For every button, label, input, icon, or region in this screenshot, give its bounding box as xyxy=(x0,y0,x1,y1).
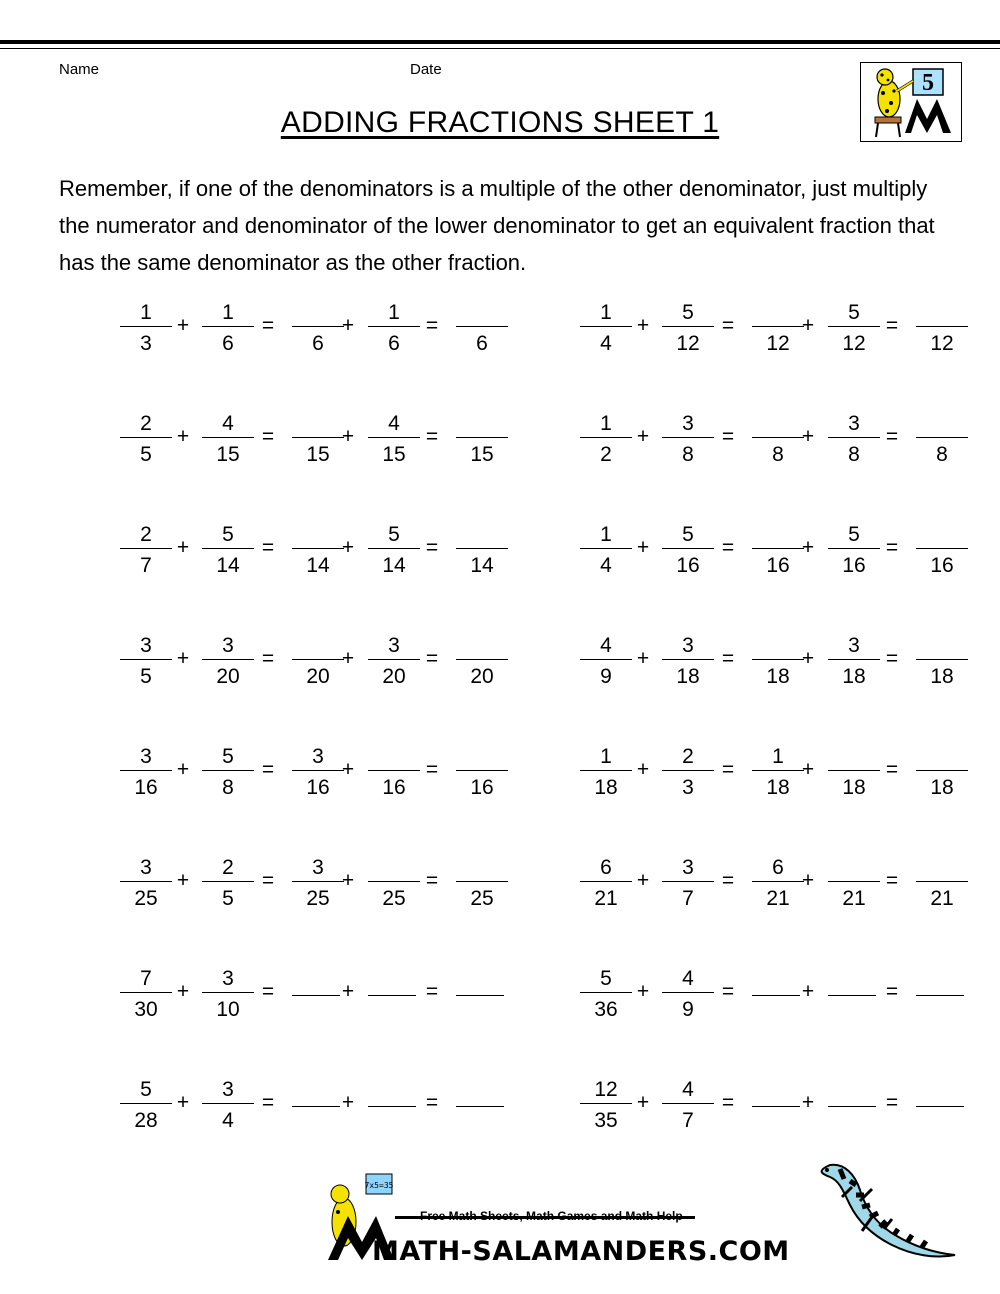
numerator: 5 xyxy=(682,301,694,324)
fraction xyxy=(580,1077,632,1134)
fraction xyxy=(292,855,344,912)
fraction xyxy=(368,522,420,579)
plus-sign: + xyxy=(341,425,355,448)
denominator: 12 xyxy=(842,332,866,355)
fraction xyxy=(580,633,632,690)
plus-sign: + xyxy=(801,314,815,337)
numerator: 2 xyxy=(222,856,234,879)
denominator: 16 xyxy=(306,776,330,799)
numerator-blank[interactable] xyxy=(916,411,968,437)
denominator: 7 xyxy=(682,887,694,910)
equals-sign: = xyxy=(885,758,899,781)
fraction[interactable] xyxy=(916,744,968,801)
numerator: 1 xyxy=(140,301,152,324)
equals-sign: = xyxy=(425,869,439,892)
equals-sign: = xyxy=(885,647,899,670)
denominator: 8 xyxy=(682,443,694,466)
fraction xyxy=(202,633,254,690)
plus-sign: + xyxy=(636,869,650,892)
equals-sign: = xyxy=(425,980,439,1003)
plus-sign: + xyxy=(636,647,650,670)
denominator: 7 xyxy=(682,1109,694,1132)
denominator: 6 xyxy=(222,332,234,355)
plus-sign: + xyxy=(801,869,815,892)
numerator-blank[interactable] xyxy=(456,522,508,548)
numerator: 1 xyxy=(222,301,234,324)
fraction xyxy=(202,411,254,468)
equals-sign: = xyxy=(425,314,439,337)
fraction xyxy=(202,744,254,801)
fraction xyxy=(120,411,172,468)
fraction[interactable] xyxy=(752,300,804,357)
fraction[interactable] xyxy=(916,633,968,690)
fraction xyxy=(292,744,344,801)
fraction[interactable] xyxy=(456,300,508,357)
denominator: 20 xyxy=(216,665,240,688)
grade-number: 5 xyxy=(922,70,934,96)
fraction[interactable] xyxy=(828,855,880,912)
numerator: 5 xyxy=(600,967,612,990)
numerator: 4 xyxy=(222,412,234,435)
denominator: 14 xyxy=(306,554,330,577)
numerator-blank[interactable] xyxy=(916,855,968,881)
numerator: 2 xyxy=(140,523,152,546)
fraction xyxy=(662,300,714,357)
denominator: 25 xyxy=(306,887,330,910)
fraction xyxy=(120,300,172,357)
plus-sign: + xyxy=(636,980,650,1003)
fraction[interactable] xyxy=(828,744,880,801)
numerator: 3 xyxy=(848,412,860,435)
fraction xyxy=(202,1077,254,1134)
plus-sign: + xyxy=(636,425,650,448)
denominator: 18 xyxy=(766,776,790,799)
denominator: 8 xyxy=(936,443,948,466)
fraction[interactable] xyxy=(456,855,508,912)
numerator: 3 xyxy=(222,967,234,990)
equals-sign: = xyxy=(721,758,735,781)
numerator: 12 xyxy=(594,1078,618,1101)
numerator: 5 xyxy=(140,1078,152,1101)
numerator-blank[interactable] xyxy=(368,744,420,770)
numerator: 3 xyxy=(682,634,694,657)
equals-sign: = xyxy=(721,425,735,448)
numerator: 5 xyxy=(848,523,860,546)
denominator: 18 xyxy=(766,665,790,688)
numerator-blank[interactable] xyxy=(292,300,344,326)
denominator: 18 xyxy=(930,776,954,799)
denominator: 15 xyxy=(470,443,494,466)
denominator: 18 xyxy=(676,665,700,688)
equals-sign: = xyxy=(885,314,899,337)
numerator-blank[interactable] xyxy=(292,522,344,548)
answer-blank[interactable] xyxy=(292,1106,340,1107)
fraction xyxy=(580,966,632,1023)
answer-blank[interactable] xyxy=(828,995,876,996)
denominator: 5 xyxy=(140,443,152,466)
fraction[interactable] xyxy=(456,411,508,468)
fraction[interactable] xyxy=(916,855,968,912)
fraction xyxy=(752,744,804,801)
equals-sign: = xyxy=(261,1091,275,1114)
denominator: 21 xyxy=(594,887,618,910)
plus-sign: + xyxy=(801,647,815,670)
denominator: 16 xyxy=(134,776,158,799)
numerator-blank[interactable] xyxy=(752,522,804,548)
denominator: 25 xyxy=(382,887,406,910)
denominator: 21 xyxy=(930,887,954,910)
denominator: 16 xyxy=(382,776,406,799)
answer-blank[interactable] xyxy=(916,995,964,996)
denominator: 28 xyxy=(134,1109,158,1132)
numerator: 5 xyxy=(682,523,694,546)
denominator: 20 xyxy=(470,665,494,688)
denominator: 4 xyxy=(600,332,612,355)
plus-sign: + xyxy=(176,758,190,781)
numerator: 3 xyxy=(222,634,234,657)
denominator: 18 xyxy=(842,665,866,688)
denominator: 6 xyxy=(388,332,400,355)
plus-sign: + xyxy=(176,314,190,337)
fraction xyxy=(662,522,714,579)
numerator: 5 xyxy=(222,745,234,768)
numerator-blank[interactable] xyxy=(916,300,968,326)
footer-tagline: Free Math Sheets, Math Games and Math Help xyxy=(420,1209,683,1223)
numerator: 3 xyxy=(312,745,324,768)
denominator: 25 xyxy=(134,887,158,910)
equals-sign: = xyxy=(425,758,439,781)
answer-blank[interactable] xyxy=(916,1106,964,1107)
fraction xyxy=(662,633,714,690)
fraction[interactable] xyxy=(292,522,344,579)
fraction xyxy=(202,966,254,1023)
equals-sign: = xyxy=(425,647,439,670)
plus-sign: + xyxy=(801,758,815,781)
fraction xyxy=(120,633,172,690)
denominator: 12 xyxy=(676,332,700,355)
plus-sign: + xyxy=(341,869,355,892)
answer-blank[interactable] xyxy=(292,995,340,996)
numerator-blank[interactable] xyxy=(292,633,344,659)
denominator: 6 xyxy=(476,332,488,355)
numerator: 4 xyxy=(388,412,400,435)
numerator-blank[interactable] xyxy=(456,855,508,881)
denominator: 30 xyxy=(134,998,158,1021)
plus-sign: + xyxy=(176,536,190,559)
denominator: 14 xyxy=(470,554,494,577)
fraction[interactable] xyxy=(456,522,508,579)
plus-sign: + xyxy=(801,536,815,559)
fraction[interactable] xyxy=(752,522,804,579)
equals-sign: = xyxy=(885,536,899,559)
denominator: 16 xyxy=(470,776,494,799)
answer-blank[interactable] xyxy=(828,1106,876,1107)
numerator: 3 xyxy=(140,634,152,657)
numerator-blank[interactable] xyxy=(456,300,508,326)
numerator: 1 xyxy=(600,412,612,435)
plus-sign: + xyxy=(636,758,650,781)
denominator: 9 xyxy=(600,665,612,688)
fraction xyxy=(662,1077,714,1134)
fraction xyxy=(120,1077,172,1134)
plus-sign: + xyxy=(341,758,355,781)
denominator: 7 xyxy=(140,554,152,577)
answer-blank[interactable] xyxy=(456,995,504,996)
numerator: 4 xyxy=(600,634,612,657)
numerator: 1 xyxy=(600,301,612,324)
numerator-blank[interactable] xyxy=(456,744,508,770)
numerator-blank[interactable] xyxy=(916,522,968,548)
plus-sign: + xyxy=(636,536,650,559)
fraction[interactable] xyxy=(916,522,968,579)
numerator: 6 xyxy=(600,856,612,879)
fraction xyxy=(202,300,254,357)
denominator: 8 xyxy=(772,443,784,466)
equals-sign: = xyxy=(261,758,275,781)
numerator: 4 xyxy=(682,967,694,990)
equals-sign: = xyxy=(721,314,735,337)
equals-sign: = xyxy=(721,536,735,559)
denominator: 16 xyxy=(842,554,866,577)
numerator: 4 xyxy=(682,1078,694,1101)
fraction xyxy=(202,522,254,579)
numerator-blank[interactable] xyxy=(752,411,804,437)
equals-sign: = xyxy=(425,425,439,448)
numerator-blank[interactable] xyxy=(828,855,880,881)
denominator: 18 xyxy=(842,776,866,799)
page-title: ADDING FRACTIONS SHEET 1 xyxy=(280,106,720,139)
denominator: 16 xyxy=(766,554,790,577)
numerator-blank[interactable] xyxy=(368,855,420,881)
denominator: 18 xyxy=(930,665,954,688)
fraction xyxy=(828,522,880,579)
equals-sign: = xyxy=(721,647,735,670)
date-label: Date xyxy=(410,61,442,78)
fraction xyxy=(580,411,632,468)
plus-sign: + xyxy=(801,980,815,1003)
plus-sign: + xyxy=(341,980,355,1003)
denominator: 16 xyxy=(676,554,700,577)
numerator: 5 xyxy=(388,523,400,546)
numerator: 3 xyxy=(140,856,152,879)
mini-badge-text: 7x5=35 xyxy=(364,1181,394,1190)
denominator: 36 xyxy=(594,998,618,1021)
numerator: 7 xyxy=(140,967,152,990)
name-label: Name xyxy=(59,61,100,78)
denominator: 2 xyxy=(600,443,612,466)
answer-blank[interactable] xyxy=(752,1106,800,1107)
numerator: 2 xyxy=(682,745,694,768)
denominator: 15 xyxy=(382,443,406,466)
fraction xyxy=(368,411,420,468)
equals-sign: = xyxy=(885,869,899,892)
fraction xyxy=(580,522,632,579)
instructions: Remember, if one of the denominators is a multiple of the other denominator, just multiply the numerator and denominator of the lower denominator to get an equivalent fraction that has the same denominator as the other fraction. xyxy=(59,176,935,275)
denominator: 5 xyxy=(222,887,234,910)
fraction[interactable] xyxy=(292,300,344,357)
denominator: 18 xyxy=(594,776,618,799)
plus-sign: + xyxy=(176,647,190,670)
answer-blank[interactable] xyxy=(456,1106,504,1107)
denominator: 3 xyxy=(682,776,694,799)
equals-sign: = xyxy=(261,536,275,559)
fraction[interactable] xyxy=(368,744,420,801)
fraction[interactable] xyxy=(916,411,968,468)
equals-sign: = xyxy=(261,647,275,670)
numerator-blank[interactable] xyxy=(456,411,508,437)
numerator: 5 xyxy=(848,301,860,324)
denominator: 21 xyxy=(766,887,790,910)
plus-sign: + xyxy=(636,314,650,337)
equals-sign: = xyxy=(261,425,275,448)
plus-sign: + xyxy=(176,425,190,448)
equals-sign: = xyxy=(261,314,275,337)
fraction[interactable] xyxy=(916,300,968,357)
denominator: 9 xyxy=(682,998,694,1021)
fraction xyxy=(662,966,714,1023)
numerator: 1 xyxy=(772,745,784,768)
answer-blank[interactable] xyxy=(752,995,800,996)
plus-sign: + xyxy=(176,1091,190,1114)
fraction[interactable] xyxy=(456,633,508,690)
equals-sign: = xyxy=(721,980,735,1003)
numerator: 3 xyxy=(222,1078,234,1101)
equals-sign: = xyxy=(885,1091,899,1114)
denominator: 4 xyxy=(222,1109,234,1132)
plus-sign: + xyxy=(341,647,355,670)
numerator: 3 xyxy=(388,634,400,657)
fraction xyxy=(120,744,172,801)
fraction[interactable] xyxy=(368,855,420,912)
denominator: 8 xyxy=(222,776,234,799)
equals-sign: = xyxy=(721,1091,735,1114)
numerator-blank[interactable] xyxy=(456,633,508,659)
fraction xyxy=(662,744,714,801)
numerator-blank[interactable] xyxy=(916,744,968,770)
fraction[interactable] xyxy=(752,411,804,468)
denominator: 3 xyxy=(140,332,152,355)
answer-blank[interactable] xyxy=(368,995,416,996)
denominator: 21 xyxy=(842,887,866,910)
denominator: 5 xyxy=(140,665,152,688)
plus-sign: + xyxy=(636,1091,650,1114)
numerator-blank[interactable] xyxy=(828,744,880,770)
denominator: 14 xyxy=(382,554,406,577)
fraction[interactable] xyxy=(292,411,344,468)
numerator: 2 xyxy=(140,412,152,435)
equals-sign: = xyxy=(885,980,899,1003)
fraction xyxy=(368,300,420,357)
numerator: 1 xyxy=(600,523,612,546)
equals-sign: = xyxy=(261,980,275,1003)
denominator: 35 xyxy=(594,1109,618,1132)
denominator: 20 xyxy=(382,665,406,688)
denominator: 6 xyxy=(312,332,324,355)
fraction xyxy=(662,855,714,912)
numerator-blank[interactable] xyxy=(752,633,804,659)
fraction xyxy=(368,633,420,690)
denominator: 12 xyxy=(766,332,790,355)
fraction xyxy=(580,744,632,801)
answer-blank[interactable] xyxy=(368,1106,416,1107)
fraction xyxy=(580,300,632,357)
footer-site-link[interactable]: MATH-SALAMANDERS.COM xyxy=(372,1236,790,1267)
numerator: 3 xyxy=(848,634,860,657)
plus-sign: + xyxy=(341,536,355,559)
numerator: 5 xyxy=(222,523,234,546)
fraction xyxy=(580,855,632,912)
denominator: 14 xyxy=(216,554,240,577)
fraction xyxy=(120,966,172,1023)
plus-sign: + xyxy=(801,425,815,448)
equals-sign: = xyxy=(425,1091,439,1114)
equals-sign: = xyxy=(261,869,275,892)
denominator: 25 xyxy=(470,887,494,910)
denominator: 10 xyxy=(216,998,240,1021)
numerator-blank[interactable] xyxy=(292,411,344,437)
numerator: 3 xyxy=(312,856,324,879)
fraction xyxy=(828,633,880,690)
denominator: 12 xyxy=(930,332,954,355)
numerator-blank[interactable] xyxy=(752,300,804,326)
fraction xyxy=(662,411,714,468)
plus-sign: + xyxy=(176,980,190,1003)
numerator: 3 xyxy=(682,856,694,879)
denominator: 15 xyxy=(216,443,240,466)
plus-sign: + xyxy=(341,314,355,337)
equals-sign: = xyxy=(425,536,439,559)
fraction xyxy=(120,855,172,912)
numerator: 6 xyxy=(772,856,784,879)
denominator: 16 xyxy=(930,554,954,577)
numerator: 1 xyxy=(600,745,612,768)
denominator: 15 xyxy=(306,443,330,466)
denominator: 8 xyxy=(848,443,860,466)
denominator: 4 xyxy=(600,554,612,577)
numerator: 3 xyxy=(682,412,694,435)
fraction xyxy=(120,522,172,579)
denominator: 20 xyxy=(306,665,330,688)
fraction xyxy=(828,300,880,357)
equals-sign: = xyxy=(885,425,899,448)
numerator: 3 xyxy=(140,745,152,768)
equals-sign: = xyxy=(721,869,735,892)
fraction xyxy=(828,411,880,468)
plus-sign: + xyxy=(801,1091,815,1114)
plus-sign: + xyxy=(341,1091,355,1114)
fraction xyxy=(202,855,254,912)
plus-sign: + xyxy=(176,869,190,892)
salamander-icon xyxy=(800,1155,960,1275)
fraction[interactable] xyxy=(456,744,508,801)
fraction[interactable] xyxy=(292,633,344,690)
fraction xyxy=(752,855,804,912)
numerator-blank[interactable] xyxy=(916,633,968,659)
numerator: 1 xyxy=(388,301,400,324)
fraction[interactable] xyxy=(752,633,804,690)
